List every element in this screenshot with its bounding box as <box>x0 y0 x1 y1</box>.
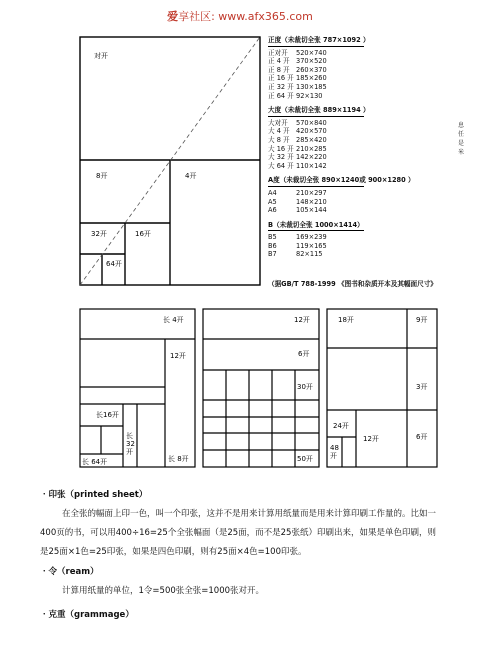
header-site: 享社区: www.afx365.com <box>178 10 313 23</box>
label-50: 50开 <box>297 455 313 463</box>
label-long4: 长 4开 <box>163 316 184 324</box>
spec-row: B5 169×239 <box>268 233 327 242</box>
spec-row: 正 64 开 92×130 <box>268 91 323 100</box>
label-duikai: 对开 <box>94 52 108 60</box>
label-30: 30开 <box>297 383 313 391</box>
spec-row: 大 4 开 420×570 <box>268 127 327 136</box>
standard-note: （据GB/T 788-1999 《图书和杂质开本及其幅面尺寸》 <box>268 280 437 288</box>
label-long32: 长 32 开 <box>126 432 135 456</box>
spec-row: A6 105×144 <box>268 206 327 215</box>
label-12: 12开 <box>170 352 186 360</box>
spec-title: A度（未裁切全张 890×1240或 900×1280 ） <box>268 176 415 185</box>
label-18: 18开 <box>338 316 354 324</box>
label-64kai: 64开 <box>106 260 122 268</box>
spec-row: 大 8 开 285×420 <box>268 135 327 144</box>
paragraph: 在全张的幅面上印一色，叫一个印张，这并不是用来计算用纸量而是用来计算印刷工作量的。比如一 <box>62 509 437 519</box>
section-title: ・印张（printed sheet） <box>40 490 148 500</box>
label-9: 9开 <box>416 316 428 324</box>
label-24: 24开 <box>333 422 349 430</box>
header-logo: 爱 <box>167 10 179 23</box>
label-32kai: 32开 <box>91 230 107 238</box>
label-48: 48 开 <box>330 444 339 460</box>
label-long64: 长 64开 <box>82 458 108 466</box>
label-12c: 12开 <box>363 435 379 443</box>
spec-row: 正对开 520×740 <box>268 48 327 57</box>
label-long16: 长16开 <box>96 411 119 419</box>
spec-title: B（未裁切全张 1000×1414） <box>268 220 364 229</box>
spec-row: 大 16 开 210×285 <box>268 144 327 153</box>
spec-row: B6 119×165 <box>268 241 327 250</box>
spec-row: 大 64 开 110×142 <box>268 161 327 170</box>
spec-row: 正 8 开 260×370 <box>268 65 327 74</box>
spec-title: 正度（未裁切全张 787×1092 ） <box>268 36 370 44</box>
spec-row: 大 32 开 142×220 <box>268 153 327 162</box>
spec-title: 大度（未裁切全张 889×1194 ） <box>268 106 370 115</box>
cropped-edge-text: 息 任 是 米 <box>458 122 465 156</box>
spec-row: 大对开 570×840 <box>268 118 327 127</box>
label-6c: 6开 <box>416 433 428 441</box>
label-6b: 6开 <box>298 350 310 358</box>
paragraph: 计算用纸量的单位，1令=500张全张=1000张对开。 <box>62 586 265 596</box>
section-title: ・克重（grammage） <box>40 610 134 620</box>
label-8kai: 8开 <box>96 172 108 180</box>
paragraph: 400页的书，可以用400÷16=25个全张幅面（是25面，而不是25张纸）印刷出来，如果是单色印刷，则 <box>40 528 436 538</box>
label-3: 3开 <box>416 383 428 391</box>
spec-row: B7 82×115 <box>268 250 323 259</box>
label-4kai: 4开 <box>185 172 197 180</box>
spec-row: A5 148×210 <box>268 197 327 206</box>
spec-row: 正 32 开 130×185 <box>268 82 327 91</box>
spec-row: A4 210×297 <box>268 188 327 197</box>
label-long8: 长 8开 <box>168 455 189 463</box>
spec-row: 正 4 开 370×520 <box>268 57 327 66</box>
section-title: ・令（ream） <box>40 567 99 577</box>
label-12b: 12开 <box>294 316 310 324</box>
paragraph: 是25面×1色=25印张，如果是四色印刷，则有25面×4色=100印张。 <box>40 547 307 557</box>
spec-row: 正 16 开 185×260 <box>268 74 327 83</box>
label-16kai: 16开 <box>135 230 151 238</box>
